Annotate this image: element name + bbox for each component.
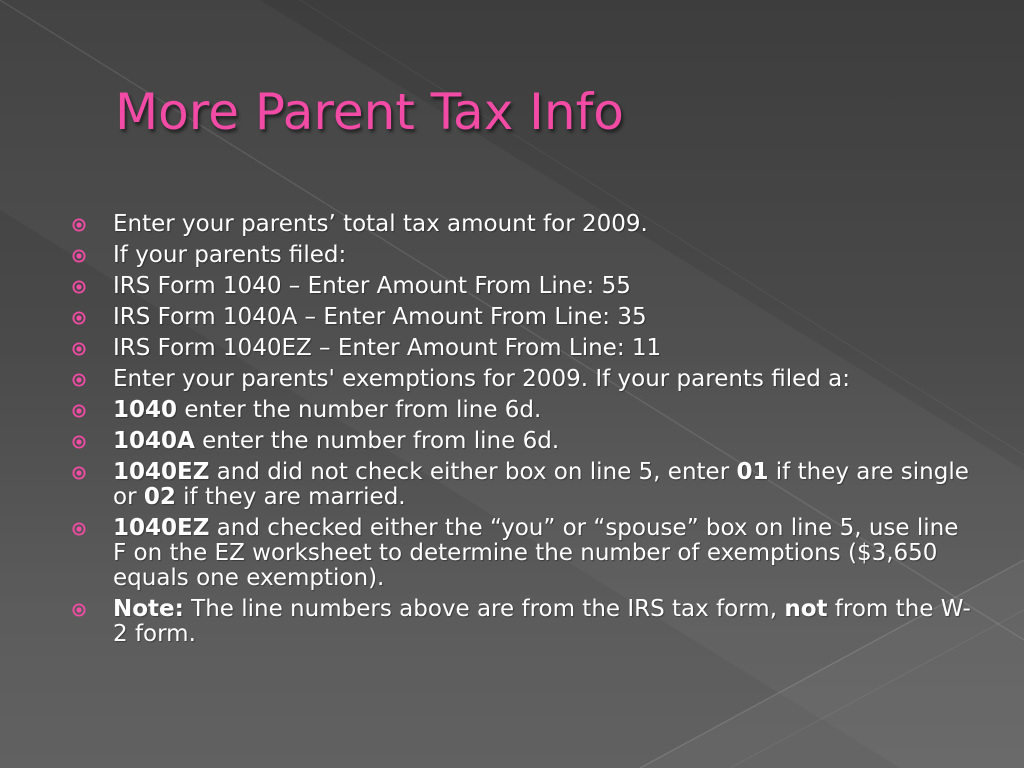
bullet-item (72, 597, 972, 647)
text-run: IRS Form 1040A – Enter Amount From Line: 35 (113, 304, 647, 330)
text-run: The line numbers above are from the IRS tax form, (183, 596, 785, 622)
text-run: IRS Form 1040 – Enter Amount From Line: 55 (113, 273, 631, 299)
circled-dot-bullet-icon (72, 404, 86, 418)
bullet-item (72, 398, 972, 423)
text-run: Enter your parents’ total tax amount for 2009. (113, 211, 648, 237)
bullet-item (72, 212, 972, 237)
bullet-text (113, 515, 958, 591)
bullet-text (113, 335, 661, 361)
bold-text-run: 01 (736, 459, 769, 485)
bullet-item (72, 243, 972, 268)
bullet-text (113, 459, 969, 510)
bullet-item (72, 336, 972, 361)
text-run: and did not check either box on line 5, enter (209, 459, 737, 485)
bullet-text (113, 596, 971, 647)
circled-dot-bullet-icon (72, 466, 86, 480)
circled-dot-bullet-icon (72, 435, 86, 449)
bullet-text (113, 366, 850, 392)
circled-dot-bullet-icon (72, 311, 86, 325)
circled-dot-bullet-icon (72, 280, 86, 294)
bullet-item (72, 429, 972, 454)
bullet-item (72, 460, 972, 510)
bullet-item (72, 516, 972, 591)
bold-text-run: 1040EZ (113, 459, 210, 485)
bold-text-run: not (784, 596, 828, 622)
text-run: Enter your parents' exemptions for 2009. If your parents filed a: (113, 366, 851, 392)
bullet-text (113, 428, 559, 454)
bullet-text (113, 211, 648, 237)
circled-dot-bullet-icon (72, 249, 86, 263)
text-run: enter the number from line 6d. (194, 428, 560, 454)
bold-text-run: 1040 (113, 397, 178, 423)
text-run: if they are married. (175, 484, 406, 510)
slide-title: More Parent Tax Info (115, 83, 624, 141)
bullet-item (72, 305, 972, 330)
text-run: If your parents filed: (113, 242, 347, 268)
circled-dot-bullet-icon (72, 342, 86, 356)
text-run: from the W-2 form. (113, 596, 971, 647)
bold-text-run: Note: (113, 596, 184, 622)
bullet-item (72, 367, 972, 392)
circled-dot-bullet-icon (72, 373, 86, 387)
text-run: enter the number from line 6d. (177, 397, 542, 423)
bullet-text (113, 273, 631, 299)
bold-text-run: 02 (143, 484, 176, 510)
bullet-text (113, 304, 647, 330)
text-run: if they are single or (113, 459, 969, 510)
text-run: and checked either the “you” or “spouse” box on line 5, use line F on the EZ worksheet to determine the number of exemptions ($3,650 equals one exemption). (113, 515, 959, 591)
bullet-text (113, 242, 346, 268)
circled-dot-bullet-icon (72, 522, 86, 536)
circled-dot-bullet-icon (72, 603, 86, 617)
circled-dot-bullet-icon (72, 218, 86, 232)
bullet-item (72, 274, 972, 299)
bold-text-run: 1040EZ (113, 515, 210, 541)
text-run: IRS Form 1040EZ – Enter Amount From Line: 11 (113, 335, 662, 361)
bold-text-run: 1040A (113, 428, 195, 454)
bullet-list (72, 212, 972, 653)
bullet-text (113, 397, 541, 423)
